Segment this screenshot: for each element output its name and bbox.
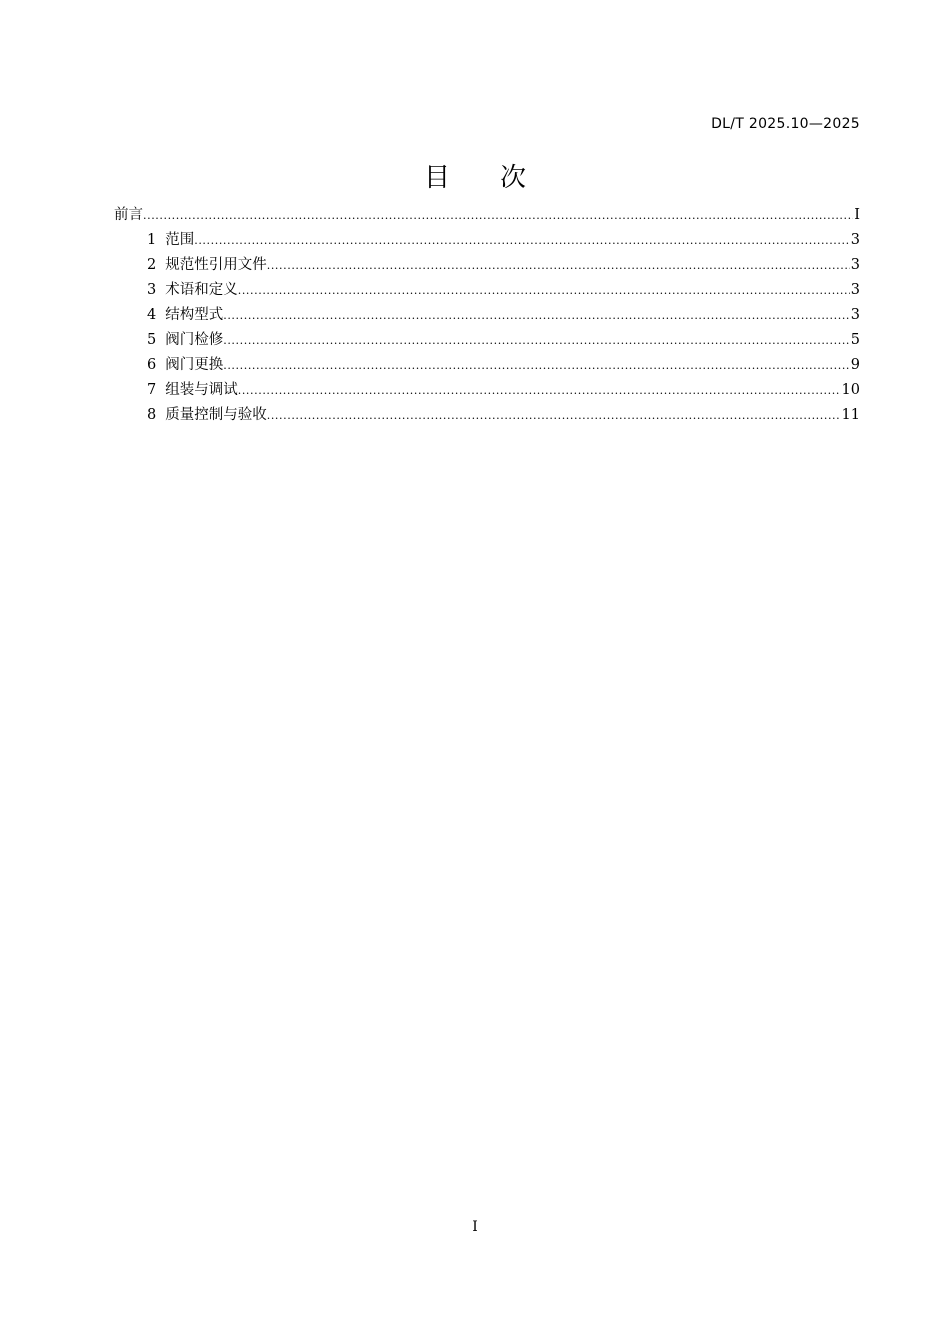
toc-title-char-2: 次 bbox=[500, 163, 527, 193]
toc-entry-valve-replacement[interactable] bbox=[114, 353, 860, 378]
dot-leader bbox=[223, 328, 850, 353]
toc-entry-title: 结构型式 bbox=[165, 307, 224, 323]
page-number: I bbox=[472, 1219, 478, 1235]
standard-number: DL/T 2025.10—2025 bbox=[711, 116, 860, 132]
toc-entry-page: 3 bbox=[850, 257, 860, 273]
toc-entry-page: 3 bbox=[850, 232, 860, 248]
toc-entry-title: 范围 bbox=[165, 232, 195, 248]
toc-entry-page: 10 bbox=[841, 382, 860, 398]
toc-entry-title: 阀门更换 bbox=[165, 357, 224, 373]
toc-entry-number: 7 bbox=[147, 382, 157, 398]
toc-entry-scope[interactable] bbox=[114, 228, 860, 253]
toc-entry-title: 规范性引用文件 bbox=[165, 257, 267, 273]
toc-entry-quality-control-acceptance[interactable] bbox=[114, 403, 860, 428]
toc-entry-terms-definitions[interactable] bbox=[114, 278, 860, 303]
toc-entry-number: 8 bbox=[147, 407, 157, 423]
toc-entry-title: 阀门检修 bbox=[165, 332, 224, 348]
toc-entry-assembly-commissioning[interactable] bbox=[114, 378, 860, 403]
dot-leader bbox=[194, 228, 850, 253]
toc-entry-page: 5 bbox=[850, 332, 860, 348]
toc-entry-title: 质量控制与验收 bbox=[165, 407, 267, 423]
toc-title bbox=[0, 160, 950, 196]
toc-entry-foreword[interactable] bbox=[114, 203, 860, 228]
toc-entry-number: 4 bbox=[147, 307, 157, 323]
dot-leader bbox=[223, 303, 850, 328]
toc-entry-number: 3 bbox=[147, 282, 157, 298]
dot-leader bbox=[143, 203, 853, 228]
toc-entry-number: 1 bbox=[147, 232, 157, 248]
toc-entry-page: 11 bbox=[841, 407, 860, 423]
toc-entry-number: 6 bbox=[147, 357, 157, 373]
toc-entry-title: 术语和定义 bbox=[165, 282, 238, 298]
dot-leader bbox=[267, 403, 841, 428]
toc-title-char-1: 目 bbox=[423, 163, 450, 193]
toc-entry-page: 9 bbox=[850, 357, 860, 373]
toc-entry-page: 3 bbox=[850, 282, 860, 298]
dot-leader bbox=[267, 253, 850, 278]
dot-leader bbox=[223, 353, 850, 378]
dot-leader bbox=[238, 378, 841, 403]
toc-entry-page: I bbox=[854, 207, 860, 223]
toc-entry-normative-references[interactable] bbox=[114, 253, 860, 278]
toc-entry-valve-maintenance[interactable] bbox=[114, 328, 860, 353]
table-of-contents bbox=[114, 203, 860, 428]
toc-entry-page: 3 bbox=[850, 307, 860, 323]
toc-entry-number: 5 bbox=[147, 332, 157, 348]
toc-entry-title: 前言 bbox=[114, 207, 143, 223]
toc-entry-title: 组装与调试 bbox=[165, 382, 238, 398]
dot-leader bbox=[238, 278, 850, 303]
toc-entry-number: 2 bbox=[147, 257, 157, 273]
toc-entry-structure-type[interactable] bbox=[114, 303, 860, 328]
